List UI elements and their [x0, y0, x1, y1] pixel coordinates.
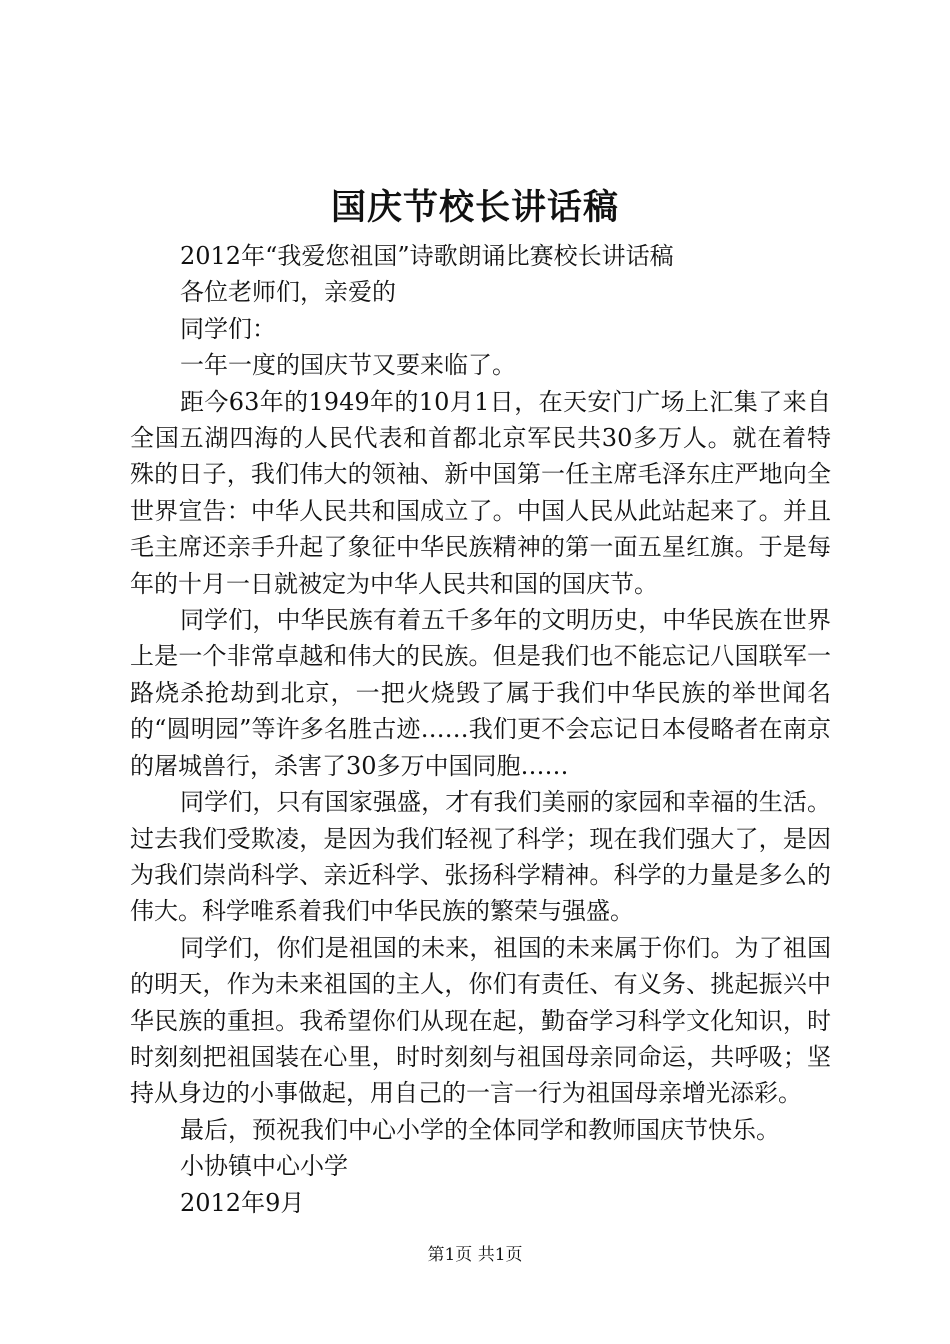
- paragraph-civilization: 同学们，中华民族有着五千多年的文明历史，中华民族在世界上是一个非常卓越和伟大的民族。但是我们也不能忘记八国联军一路烧杀抢劫到北京，一把火烧毁了属于我们中华民族的举世闻名的“圆明园”等许多名胜古迹……我们更不会忘记日本侵略者在南京的屠城兽行，杀害了30多万中国同胞……: [130, 606, 831, 780]
- document-body: [130, 238, 831, 1221]
- paragraph-history: 距今63年的1949年的10月1日，在天安门广场上汇集了来自全国五湖四海的人民代表和首都北京军民共30多万人。就在着特殊的日子，我们伟大的领袖、新中国第一任主席毛泽东庄严地向全世界宣告：中华人民共和国成立了。中国人民从此站起来了。并且毛主席还亲手升起了象征中华民族精神的第一面五星红旗。于是每年的十月一日就被定为中华人民共和国的国庆节。: [130, 387, 831, 598]
- paragraph-science: 同学们，只有国家强盛，才有我们美丽的家园和幸福的生活。过去我们受欺凌，是因为我们轻视了科学；现在我们强大了，是因为我们崇尚科学、亲近科学、张扬科学精神。科学的力量是多么的伟大。科学唯系着我们中华民族的繁荣与强盛。: [130, 788, 831, 926]
- subtitle-line: 2012年“我爱您祖国”诗歌朗诵比赛校长讲话稿: [180, 242, 674, 270]
- page-footer: 第1页 共1页: [427, 1245, 523, 1265]
- document-title: 国庆节校长讲话稿: [330, 187, 619, 228]
- signature-school: 小协镇中心小学: [180, 1152, 348, 1181]
- salutation-line-2: 同学们：: [180, 314, 276, 343]
- salutation-line-1: 各位老师们，亲爱的: [180, 278, 396, 307]
- paragraph-future: 同学们，你们是祖国的未来，祖国的未来属于你们。为了祖国的明天，作为未来祖国的主人，你们有责任、有义务、挑起振兴中华民族的重担。我希望你们从现在起，勤奋学习科学文化知识，时时刻刻把祖国装在心里，时时刻刻与祖国母亲同命运，共呼吸；坚持从身边的小事做起，用自己的一言一行为祖国母亲增光添彩。: [130, 933, 831, 1108]
- paragraph-opening: 一年一度的国庆节又要来临了。: [180, 351, 516, 380]
- paragraph-closing: 最后，预祝我们中心小学的全体同学和教师国庆节快乐。: [180, 1115, 780, 1144]
- signature-date: 2012年9月: [180, 1188, 305, 1217]
